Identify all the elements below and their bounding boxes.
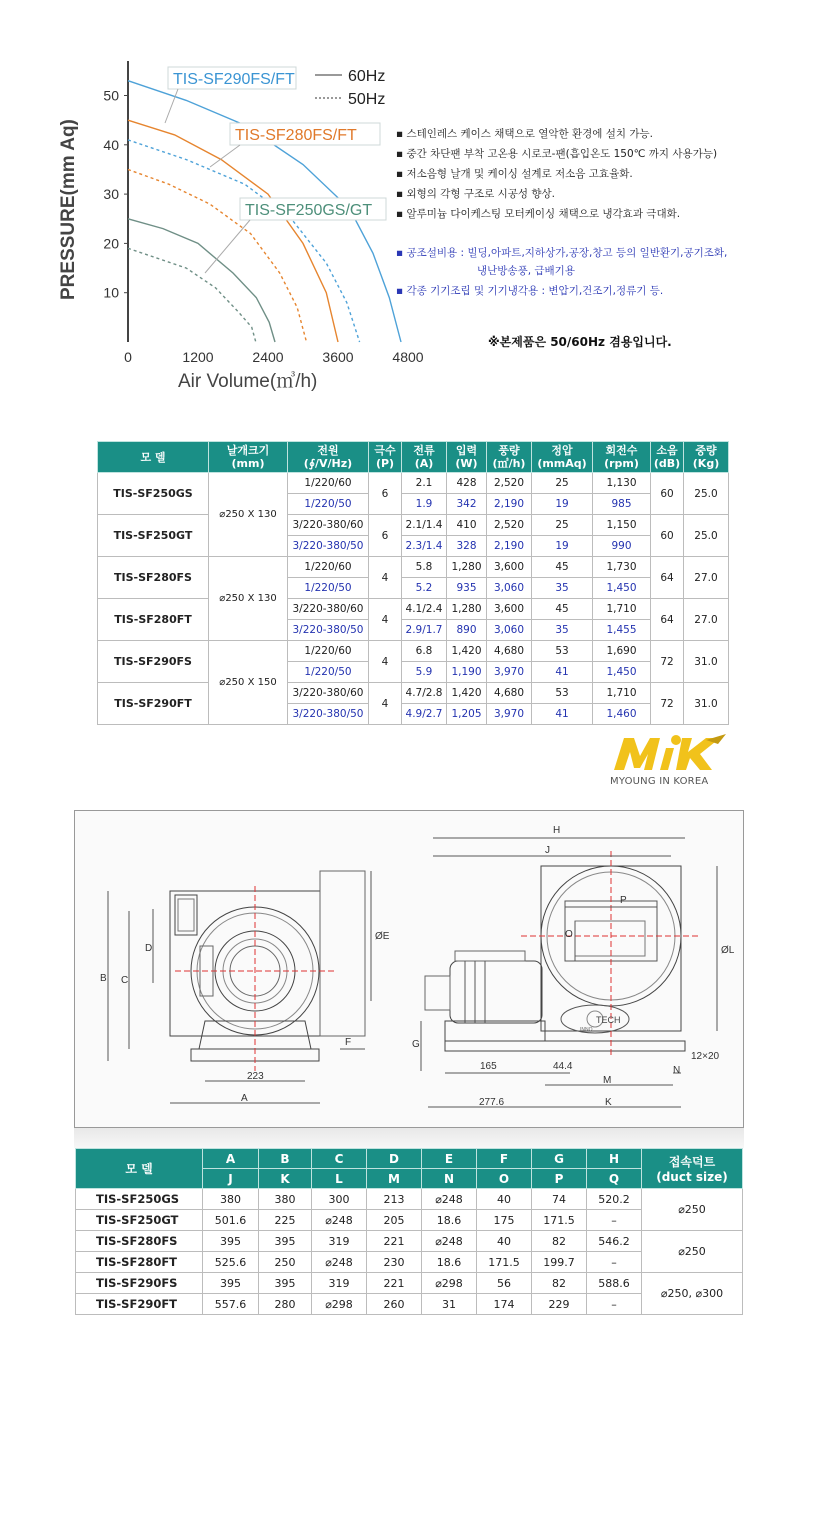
dimension-cell: 40 (477, 1189, 532, 1210)
pressure-cell: 53 (532, 641, 593, 662)
rpm-cell: 990 (593, 536, 651, 557)
pressure-cell: 41 (532, 704, 593, 725)
duct-size-cell: ⌀250 (642, 1189, 743, 1231)
blade-size: ⌀250 X 130 (209, 473, 288, 557)
table-row (98, 557, 729, 578)
duct-size-cell: ⌀250 (642, 1231, 743, 1273)
rpm-cell: 1,690 (593, 641, 651, 662)
model-label: TIS-SF280FS/FT (235, 127, 357, 144)
dimension-cell: 175 (477, 1210, 532, 1231)
x-tick-label: 4800 (392, 349, 424, 365)
poles-cell: 4 (369, 641, 402, 683)
header-model: 모 델 (98, 442, 209, 473)
table-row (76, 1273, 743, 1294)
power-cell: 1/220/50 (288, 662, 369, 683)
dimension-cell: 174 (477, 1294, 532, 1315)
dim-label-f: F (345, 1037, 352, 1048)
dimension-cell: 205 (367, 1210, 422, 1231)
dimension-cell: 280 (259, 1294, 312, 1315)
dimension-cell: 380 (259, 1189, 312, 1210)
airflow-cell: 3,600 (487, 557, 532, 578)
model-name: TIS-SF280FS (76, 1231, 203, 1252)
model-name: TIS-SF280FT (76, 1252, 203, 1273)
y-tick-label: 50 (103, 87, 119, 104)
table-row (76, 1189, 743, 1210)
power-cell: 1/220/50 (288, 494, 369, 515)
airflow-cell: 3,600 (487, 599, 532, 620)
series-line-3 (128, 170, 307, 343)
dimension-cell: 395 (259, 1273, 312, 1294)
dimension-cell: 171.5 (477, 1252, 532, 1273)
dimension-cell: 395 (259, 1231, 312, 1252)
model-label: TIS-SF250GS/GT (245, 202, 373, 219)
brand-badge-small: INNO (580, 1027, 593, 1033)
dimension-cell: 501.6 (203, 1210, 259, 1231)
spec-table (97, 441, 729, 725)
dim-label-44-4: 44.4 (553, 1061, 573, 1072)
power-cell: 3/220-380/60 (288, 599, 369, 620)
hz-note: ※본제품은 50/60Hz 겸용입니다. (488, 335, 672, 349)
dimension-cell: 520.2 (587, 1189, 642, 1210)
power-cell: 1/220/60 (288, 641, 369, 662)
dimension-cell: 225 (259, 1210, 312, 1231)
rpm-cell: 1,130 (593, 473, 651, 494)
header-l: L (312, 1169, 367, 1189)
power-cell: 3/220-380/50 (288, 536, 369, 557)
header-weight: 중량 (Kg) (684, 442, 729, 473)
dimension-drawing (74, 810, 744, 1128)
model-name: TIS-SF280FS (98, 557, 209, 599)
airflow-cell: 4,680 (487, 683, 532, 704)
header-q: Q (587, 1169, 642, 1189)
input-cell: 890 (447, 620, 487, 641)
dim-label-k: K (605, 1097, 612, 1108)
x-tick-label: 0 (124, 349, 132, 365)
poles-cell: 4 (369, 557, 402, 599)
airflow-cell: 2,190 (487, 494, 532, 515)
power-cell: 1/220/60 (288, 473, 369, 494)
front-view (108, 871, 371, 1103)
header-model: 모 델 (76, 1149, 203, 1189)
model-name: TIS-SF250GT (98, 515, 209, 557)
model-name: TIS-SF290FS (98, 641, 209, 683)
dimension-cell: – (587, 1294, 642, 1315)
dim-label-b: B (100, 973, 107, 984)
weight-cell: 25.0 (684, 515, 729, 557)
performance-chart (50, 55, 430, 400)
dimension-cell: 260 (367, 1294, 422, 1315)
logo-text: MYOUNG IN KOREA (610, 776, 709, 787)
input-cell: 1,280 (447, 599, 487, 620)
header-o: O (477, 1169, 532, 1189)
blade-size: ⌀250 X 150 (209, 641, 288, 725)
series-line-5 (128, 248, 256, 342)
input-cell: 1,190 (447, 662, 487, 683)
input-cell: 428 (447, 473, 487, 494)
power-cell: 1/220/60 (288, 557, 369, 578)
model-name: TIS-SF290FS (76, 1273, 203, 1294)
poles-cell: 6 (369, 515, 402, 557)
rpm-cell: 1,710 (593, 683, 651, 704)
poles-cell: 4 (369, 599, 402, 641)
header-a: A (203, 1149, 259, 1169)
weight-cell: 31.0 (684, 641, 729, 683)
dim-label-o: O (565, 929, 573, 940)
chart-legend (315, 68, 385, 108)
header-power: 전원 (∮/V/Hz) (288, 442, 369, 473)
current-cell: 2.1/1.4 (402, 515, 447, 536)
model-label-leader (205, 220, 250, 273)
header-pressure: 정압 (mmAq) (532, 442, 593, 473)
header-j: J (203, 1169, 259, 1189)
pressure-cell: 19 (532, 536, 593, 557)
airflow-cell: 2,190 (487, 536, 532, 557)
rpm-cell: 985 (593, 494, 651, 515)
dimension-cell: 40 (477, 1231, 532, 1252)
dimension-cell: 380 (203, 1189, 259, 1210)
pressure-cell: 45 (532, 599, 593, 620)
model-label: TIS-SF290FS/FT (173, 71, 295, 88)
airflow-cell: 2,520 (487, 515, 532, 536)
dimension-cell: ⌀298 (312, 1294, 367, 1315)
dim-label-slot: 12×20 (691, 1051, 720, 1062)
weight-cell: 27.0 (684, 599, 729, 641)
current-cell: 2.1 (402, 473, 447, 494)
rpm-cell: 1,730 (593, 557, 651, 578)
dimension-cell: – (587, 1252, 642, 1273)
rpm-cell: 1,710 (593, 599, 651, 620)
header-p: P (532, 1169, 587, 1189)
input-cell: 935 (447, 578, 487, 599)
header-m: M (367, 1169, 422, 1189)
model-name: TIS-SF250GS (76, 1189, 203, 1210)
input-cell: 342 (447, 494, 487, 515)
dimension-cell: – (587, 1210, 642, 1231)
rpm-cell: 1,450 (593, 578, 651, 599)
y-tick-label: 10 (103, 284, 119, 301)
airflow-cell: 3,970 (487, 704, 532, 725)
feature-list (396, 124, 816, 224)
pressure-cell: 45 (532, 557, 593, 578)
dimension-cell: 546.2 (587, 1231, 642, 1252)
use-item: ▪ 공조설비용 : 빌딩,아파트,지하상가,공장,창고 등의 일반환기,공기조화, (396, 247, 728, 259)
feature-item: ▪ 중간 차단팬 부착 고온용 시로코-팬(흡입온도 150℃ 까지 사용가능) (396, 148, 718, 160)
y-tick-label: 20 (103, 235, 119, 252)
x-tick-label: 3600 (322, 349, 354, 365)
header-e: E (422, 1149, 477, 1169)
power-cell: 3/220-380/60 (288, 515, 369, 536)
header-noise: 소음 (dB) (651, 442, 684, 473)
dimension-cell: 18.6 (422, 1210, 477, 1231)
input-cell: 1,205 (447, 704, 487, 725)
header-blade: 날개크기 (mm) (209, 442, 288, 473)
current-cell: 5.2 (402, 578, 447, 599)
dim-label-d: D (145, 943, 153, 954)
current-cell: 4.1/2.4 (402, 599, 447, 620)
noise-cell: 60 (651, 515, 684, 557)
dimension-cell: 250 (259, 1252, 312, 1273)
header-h: H (587, 1149, 642, 1169)
dimension-cell: 557.6 (203, 1294, 259, 1315)
dim-label-j: J (545, 845, 550, 856)
pressure-cell: 25 (532, 515, 593, 536)
dimension-cell: 588.6 (587, 1273, 642, 1294)
power-cell: 1/220/50 (288, 578, 369, 599)
pressure-cell: 53 (532, 683, 593, 704)
airflow-cell: 3,060 (487, 578, 532, 599)
current-cell: 1.9 (402, 494, 447, 515)
dimension-cell: 221 (367, 1231, 422, 1252)
blade-size: ⌀250 X 130 (209, 557, 288, 641)
model-name: TIS-SF250GT (76, 1210, 203, 1231)
legend-50hz: 50Hz (348, 91, 386, 108)
rpm-cell: 1,460 (593, 704, 651, 725)
dim-label-223: 223 (247, 1071, 264, 1082)
current-cell: 5.9 (402, 662, 447, 683)
dimension-cell: 56 (477, 1273, 532, 1294)
header-duct: 접속덕트 (duct size) (642, 1149, 743, 1189)
series-line-1 (128, 140, 360, 342)
header-d: D (367, 1149, 422, 1169)
dimension-cell: ⌀248 (422, 1231, 477, 1252)
pressure-cell: 35 (532, 620, 593, 641)
dimension-cell: ⌀298 (422, 1273, 477, 1294)
pressure-cell: 35 (532, 578, 593, 599)
feature-item: ▪ 스테인레스 케이스 채택으로 열악한 환경에 설치 가능. (396, 128, 653, 140)
dimension-cell: 74 (532, 1189, 587, 1210)
dimension-cell: ⌀248 (312, 1252, 367, 1273)
dimension-cell: 319 (312, 1273, 367, 1294)
header-poles: 극수 (P) (369, 442, 402, 473)
header-b: B (259, 1149, 312, 1169)
poles-cell: 4 (369, 683, 402, 725)
dimension-cell: 395 (203, 1231, 259, 1252)
header-f: F (477, 1149, 532, 1169)
table-row (98, 473, 729, 494)
model-name: TIS-SF280FT (98, 599, 209, 641)
dimension-cell: 171.5 (532, 1210, 587, 1231)
dimension-cell: 525.6 (203, 1252, 259, 1273)
rpm-cell: 1,450 (593, 662, 651, 683)
dimension-cell: ⌀248 (422, 1189, 477, 1210)
input-cell: 1,280 (447, 557, 487, 578)
series-line-2 (128, 120, 338, 342)
dim-label-l: ØL (721, 945, 735, 956)
dim-label-p: P (620, 895, 627, 906)
current-cell: 2.9/1.7 (402, 620, 447, 641)
pressure-cell: 41 (532, 662, 593, 683)
dim-label-a: A (241, 1093, 248, 1104)
header-rpm: 회전수 (rpm) (593, 442, 651, 473)
weight-cell: 27.0 (684, 557, 729, 599)
table-row (98, 641, 729, 662)
noise-cell: 72 (651, 641, 684, 683)
dimension-table (75, 1148, 743, 1315)
dimension-cell: 31 (422, 1294, 477, 1315)
input-cell: 410 (447, 515, 487, 536)
dimension-cell: 221 (367, 1273, 422, 1294)
noise-cell: 64 (651, 557, 684, 599)
dimension-cell: 229 (532, 1294, 587, 1315)
duct-size-cell: ⌀250, ⌀300 (642, 1273, 743, 1315)
poles-cell: 6 (369, 473, 402, 515)
series-line-4 (128, 219, 275, 342)
current-cell: 2.3/1.4 (402, 536, 447, 557)
table-row (98, 683, 729, 704)
airflow-cell: 3,060 (487, 620, 532, 641)
header-k: K (259, 1169, 312, 1189)
input-cell: 328 (447, 536, 487, 557)
use-item: ▪ 각종 기기조립 및 기기냉각용 : 변압기,건조기,정류기 등. (396, 285, 664, 297)
noise-cell: 60 (651, 473, 684, 515)
model-name: TIS-SF290FT (76, 1294, 203, 1315)
header-current: 전류 (A) (402, 442, 447, 473)
rpm-cell: 1,455 (593, 620, 651, 641)
use-list (396, 244, 816, 300)
y-axis-label: PRESSURE(mm Aq) (58, 119, 79, 300)
weight-cell: 25.0 (684, 473, 729, 515)
airflow-cell: 2,520 (487, 473, 532, 494)
pressure-cell: 25 (532, 473, 593, 494)
weight-cell: 31.0 (684, 683, 729, 725)
power-cell: 3/220-380/50 (288, 704, 369, 725)
header-input: 입력 (W) (447, 442, 487, 473)
x-tick-label: 2400 (252, 349, 284, 365)
current-cell: 6.8 (402, 641, 447, 662)
dim-label-n: N (673, 1065, 681, 1076)
header-c: C (312, 1149, 367, 1169)
header-g: G (532, 1149, 587, 1169)
dimension-cell: 18.6 (422, 1252, 477, 1273)
noise-cell: 72 (651, 683, 684, 725)
mik-logo-mark (606, 730, 734, 776)
pressure-cell: 19 (532, 494, 593, 515)
table-row (76, 1231, 743, 1252)
feature-item: ▪ 알루미늄 다이케스팅 모터케이싱 채택으로 냉각효과 극대화. (396, 208, 681, 220)
dim-label-c: C (121, 975, 129, 986)
dimension-cell: 82 (532, 1273, 587, 1294)
table-row (98, 515, 729, 536)
dimension-cell: 230 (367, 1252, 422, 1273)
legend-60hz: 60Hz (348, 68, 386, 85)
brand-badge: TECH (596, 1015, 621, 1025)
current-cell: 4.7/2.8 (402, 683, 447, 704)
y-tick-label: 40 (103, 136, 119, 153)
section-divider (74, 1128, 744, 1148)
current-cell: 5.8 (402, 557, 447, 578)
dimension-cell: ⌀248 (312, 1210, 367, 1231)
model-name: TIS-SF250GS (98, 473, 209, 515)
dimension-cell: 213 (367, 1189, 422, 1210)
dimension-cell: 82 (532, 1231, 587, 1252)
feature-item: ▪ 저소음형 날개 및 케이싱 설계로 저소음 고효율화. (396, 168, 633, 180)
airflow-cell: 4,680 (487, 641, 532, 662)
header-n: N (422, 1169, 477, 1189)
table-row (98, 599, 729, 620)
dim-label-165: 165 (480, 1061, 497, 1072)
dimension-cell: 395 (203, 1273, 259, 1294)
current-cell: 4.9/2.7 (402, 704, 447, 725)
dim-label-e: ØE (375, 931, 390, 942)
dimension-cell: 319 (312, 1231, 367, 1252)
y-tick-label: 30 (103, 186, 119, 203)
power-cell: 3/220-380/50 (288, 620, 369, 641)
company-logo (606, 730, 734, 792)
input-cell: 1,420 (447, 683, 487, 704)
input-cell: 1,420 (447, 641, 487, 662)
dim-label-277-6: 277.6 (479, 1097, 505, 1108)
use-item: 냉난방송풍, 급배기용 (477, 265, 575, 277)
header-airflow: 풍량 (㎥/h) (487, 442, 532, 473)
x-tick-label: 1200 (182, 349, 214, 365)
dimension-cell: 199.7 (532, 1252, 587, 1273)
power-cell: 3/220-380/60 (288, 683, 369, 704)
dim-label-m: M (603, 1075, 612, 1086)
airflow-cell: 3,970 (487, 662, 532, 683)
dimension-cell: 300 (312, 1189, 367, 1210)
rpm-cell: 1,150 (593, 515, 651, 536)
model-name: TIS-SF290FT (98, 683, 209, 725)
feature-item: ▪ 외형의 각형 구조로 시공성 향상. (396, 188, 556, 200)
x-axis-label: Air Volume(㎥/h) (178, 371, 318, 392)
dim-label-h: H (553, 825, 561, 836)
noise-cell: 64 (651, 599, 684, 641)
dim-label-g: G (412, 1039, 420, 1050)
